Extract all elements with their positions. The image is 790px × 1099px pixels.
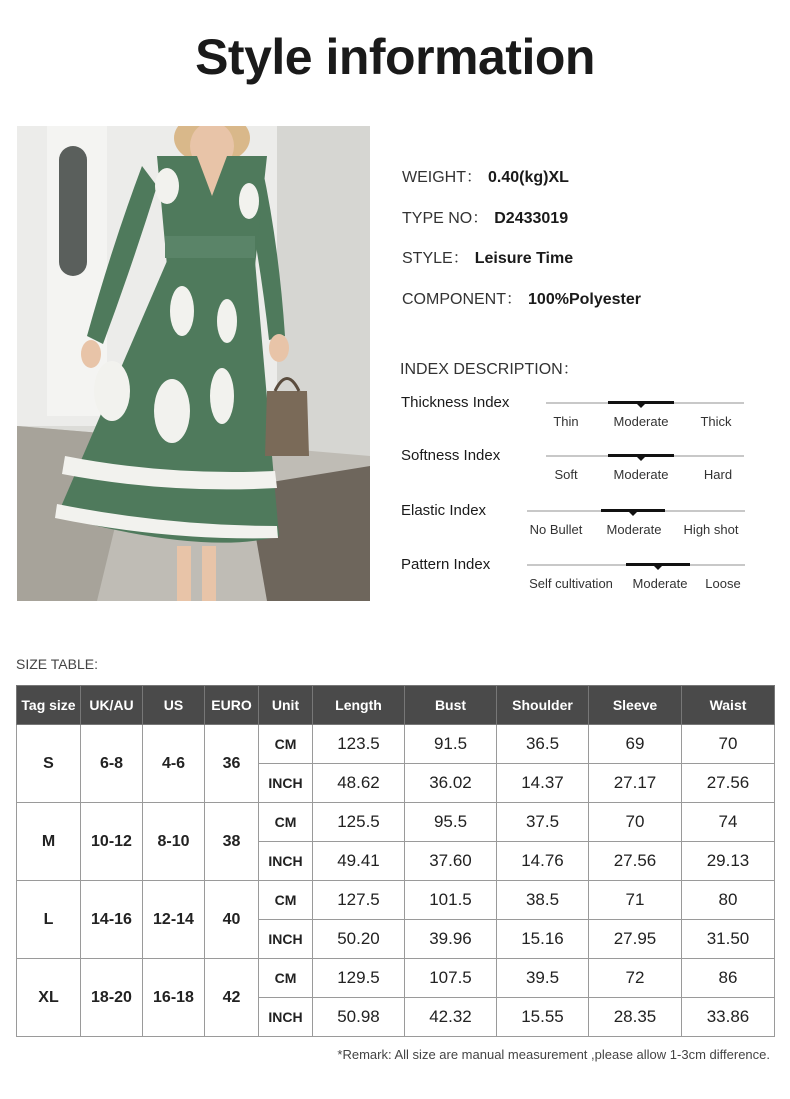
- euro-size-cell: 36: [205, 725, 259, 803]
- unit-cell: INCH: [259, 764, 313, 803]
- style-row: [402, 245, 573, 268]
- index-label: Moderate: [613, 467, 669, 482]
- pattern-index: [401, 556, 746, 596]
- bust-cell: 95.5: [405, 803, 497, 842]
- uk-size-cell: 10-12: [81, 803, 143, 881]
- elastic-index: [401, 502, 746, 542]
- remark-text: *Remark: All size are manual measurement ,please allow 1-3cm difference.: [337, 1047, 770, 1062]
- shoulder-cell: 38.5: [497, 881, 589, 920]
- length-cell: 50.98: [313, 998, 405, 1037]
- column-header: Tag size: [17, 686, 81, 725]
- shoulder-cell: 15.16: [497, 920, 589, 959]
- unit-cell: CM: [259, 881, 313, 920]
- type-row: [402, 205, 568, 228]
- table-header-row: [17, 686, 775, 725]
- page-title: Style information: [195, 29, 595, 85]
- unit-cell: CM: [259, 803, 313, 842]
- length-cell: 50.20: [313, 920, 405, 959]
- sleeve-cell: 69: [589, 725, 682, 764]
- unit-cell: INCH: [259, 842, 313, 881]
- waist-cell: 74: [682, 803, 775, 842]
- waist-cell: 27.56: [682, 764, 775, 803]
- weight-label: WEIGHT：: [402, 169, 482, 186]
- type-label: TYPE NO：: [402, 210, 489, 227]
- weight-value: 0.40(kg)XL: [488, 169, 569, 186]
- index-label: Thin: [553, 414, 579, 429]
- unit-cell: INCH: [259, 920, 313, 959]
- us-size-cell: 16-18: [143, 959, 205, 1037]
- euro-size-cell: 40: [205, 881, 259, 959]
- waist-cell: 29.13: [682, 842, 775, 881]
- euro-size-cell: 42: [205, 959, 259, 1037]
- index-label: No Bullet: [529, 522, 583, 537]
- tag-size-cell: L: [17, 881, 81, 959]
- waist-cell: 31.50: [682, 920, 775, 959]
- bust-cell: 101.5: [405, 881, 497, 920]
- unit-cell: CM: [259, 725, 313, 764]
- size-table: [16, 685, 775, 1037]
- bust-cell: 39.96: [405, 920, 497, 959]
- uk-size-cell: 18-20: [81, 959, 143, 1037]
- product-photo: [17, 126, 370, 601]
- style-value: Leisure Time: [474, 250, 574, 267]
- type-value: D2433019: [494, 210, 569, 227]
- euro-size-cell: 38: [205, 803, 259, 881]
- shoulder-cell: 39.5: [497, 959, 589, 998]
- length-cell: 127.5: [313, 881, 405, 920]
- column-header: Sleeve: [589, 686, 682, 725]
- index-label: Moderate: [606, 522, 662, 537]
- component-label: COMPONENT：: [402, 291, 523, 308]
- shoulder-cell: 14.76: [497, 842, 589, 881]
- tag-size-cell: XL: [17, 959, 81, 1037]
- index-label: High shot: [683, 522, 739, 537]
- waist-cell: 80: [682, 881, 775, 920]
- sleeve-cell: 70: [589, 803, 682, 842]
- length-cell: 49.41: [313, 842, 405, 881]
- length-cell: 129.5: [313, 959, 405, 998]
- us-size-cell: 8-10: [143, 803, 205, 881]
- index-name: Pattern Index: [401, 556, 491, 573]
- length-cell: 125.5: [313, 803, 405, 842]
- us-size-cell: 4-6: [143, 725, 205, 803]
- sleeve-cell: 27.95: [589, 920, 682, 959]
- length-cell: 48.62: [313, 764, 405, 803]
- sleeve-cell: 28.35: [589, 998, 682, 1037]
- tag-size-cell: S: [17, 725, 81, 803]
- column-header: EURO: [205, 686, 259, 725]
- index-label: Thick: [700, 414, 732, 429]
- component-value: 100%Polyester: [528, 291, 641, 308]
- tag-size-cell: M: [17, 803, 81, 881]
- index-marker-icon: [654, 566, 662, 570]
- us-size-cell: 12-14: [143, 881, 205, 959]
- table-row: [17, 959, 775, 998]
- sleeve-cell: 27.56: [589, 842, 682, 881]
- column-header: Unit: [259, 686, 313, 725]
- sleeve-cell: 72: [589, 959, 682, 998]
- column-header: Waist: [682, 686, 775, 725]
- shoulder-cell: 37.5: [497, 803, 589, 842]
- index-label: Self cultivation: [529, 576, 613, 591]
- index-description-heading: INDEX DESCRIPTION：: [400, 361, 579, 378]
- index-marker-icon: [629, 512, 637, 516]
- table-row: [17, 803, 775, 842]
- index-name: Thickness Index: [401, 394, 510, 411]
- bust-cell: 42.32: [405, 998, 497, 1037]
- thickness-index: [401, 394, 746, 434]
- waist-cell: 70: [682, 725, 775, 764]
- softness-index: [401, 447, 746, 487]
- index-label: Moderate: [632, 576, 688, 591]
- index-label: Soft: [554, 467, 578, 482]
- index-name: Softness Index: [401, 447, 501, 464]
- index-marker-icon: [637, 457, 645, 461]
- waist-cell: 86: [682, 959, 775, 998]
- uk-size-cell: 14-16: [81, 881, 143, 959]
- bust-cell: 91.5: [405, 725, 497, 764]
- index-label: Loose: [705, 576, 741, 591]
- bust-cell: 107.5: [405, 959, 497, 998]
- component-row: [402, 286, 641, 309]
- shoulder-cell: 36.5: [497, 725, 589, 764]
- bust-cell: 37.60: [405, 842, 497, 881]
- column-header: UK/AU: [81, 686, 143, 725]
- column-header: US: [143, 686, 205, 725]
- sleeve-cell: 71: [589, 881, 682, 920]
- bust-cell: 36.02: [405, 764, 497, 803]
- column-header: Length: [313, 686, 405, 725]
- weight-row: [402, 164, 569, 187]
- column-header: Bust: [405, 686, 497, 725]
- shoulder-cell: 14.37: [497, 764, 589, 803]
- size-table-caption: SIZE TABLE:: [16, 656, 98, 672]
- shoulder-cell: 15.55: [497, 998, 589, 1037]
- index-name: Elastic Index: [401, 502, 487, 519]
- waist-cell: 33.86: [682, 998, 775, 1037]
- unit-cell: CM: [259, 959, 313, 998]
- column-header: Shoulder: [497, 686, 589, 725]
- table-row: [17, 725, 775, 764]
- table-row: [17, 881, 775, 920]
- unit-cell: INCH: [259, 998, 313, 1037]
- index-marker-icon: [637, 404, 645, 408]
- index-label: Moderate: [613, 414, 669, 429]
- length-cell: 123.5: [313, 725, 405, 764]
- index-label: Hard: [703, 467, 733, 482]
- uk-size-cell: 6-8: [81, 725, 143, 803]
- sleeve-cell: 27.17: [589, 764, 682, 803]
- style-label: STYLE：: [402, 250, 469, 267]
